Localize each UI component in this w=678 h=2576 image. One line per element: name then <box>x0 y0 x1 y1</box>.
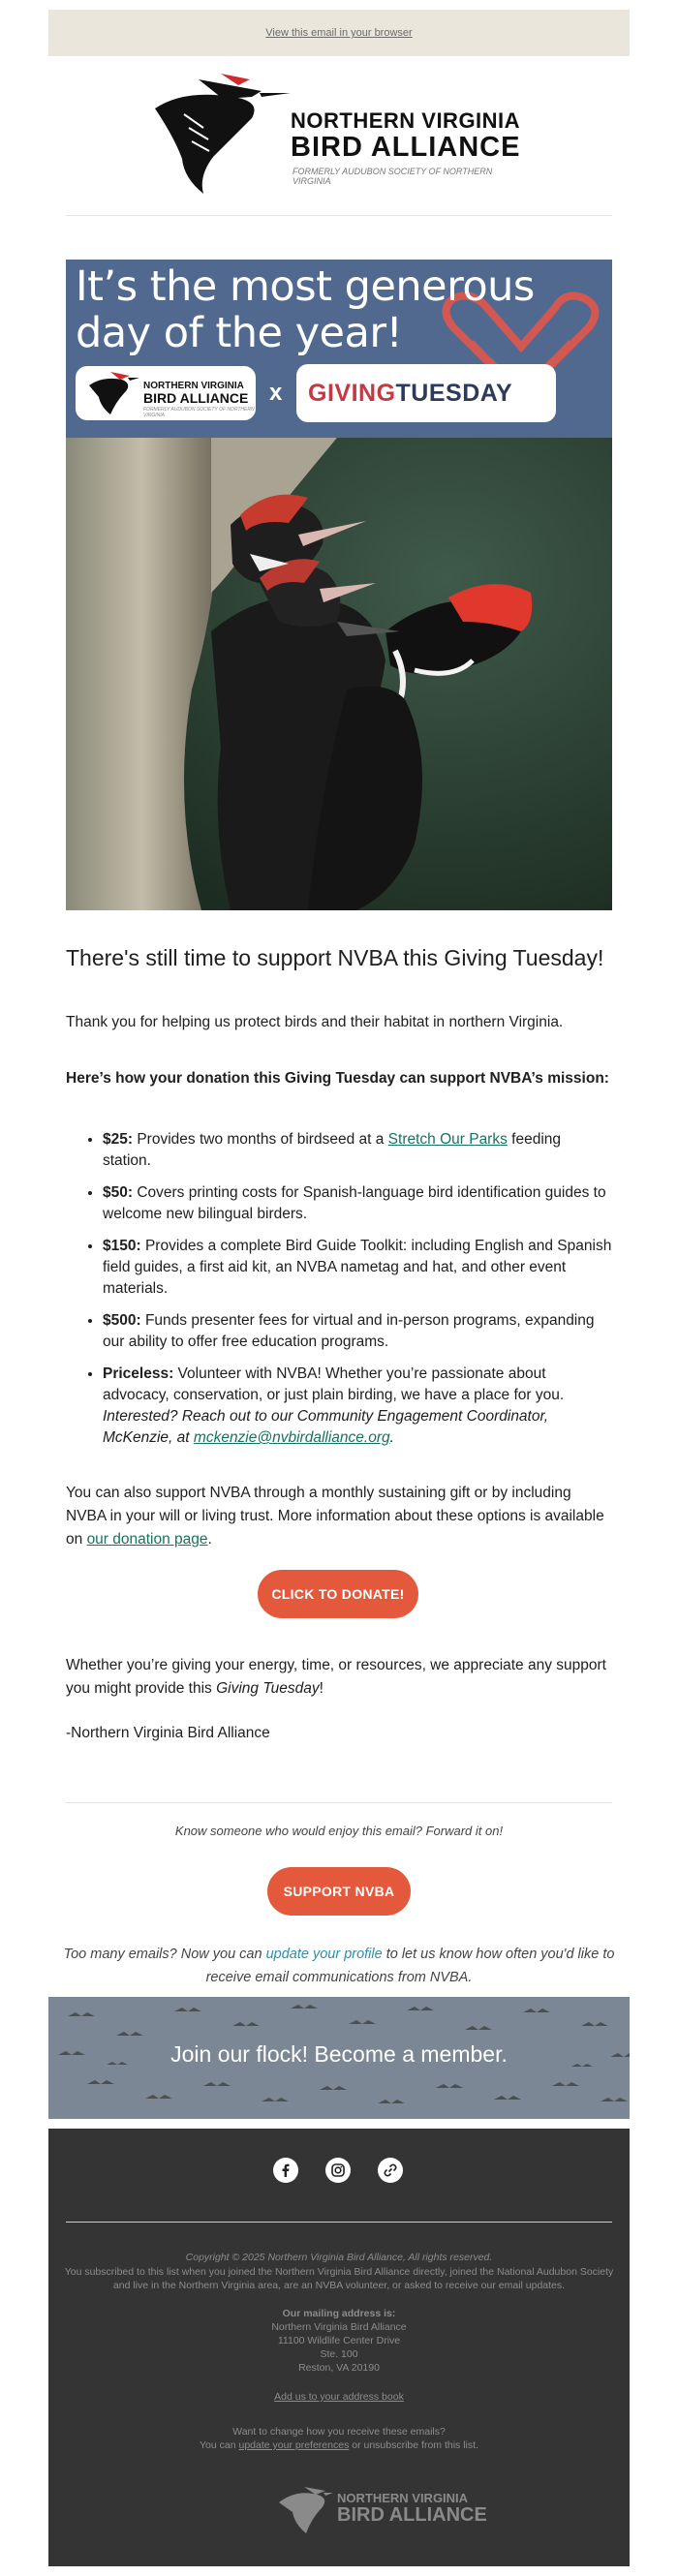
stretch-our-parks-link[interactable]: Stretch Our Parks <box>387 1131 508 1148</box>
woodpecker-photo <box>66 438 612 910</box>
divider <box>66 1802 612 1803</box>
other-ways-end: . <box>207 1531 212 1548</box>
donation-page-link[interactable]: our donation page <box>86 1531 208 1548</box>
footer-logo-line2: BIRD ALLIANCE <box>337 2504 487 2526</box>
divider <box>66 215 612 216</box>
gt-part2: TUESDAY <box>395 380 513 407</box>
preferences-copy: Too many emails? Now you can <box>63 1947 266 1962</box>
list-item <box>103 1129 612 1172</box>
facebook-glyph-icon <box>280 2163 292 2177</box>
amount-25: $25: <box>103 1131 134 1148</box>
amount-150: $150: <box>103 1238 141 1254</box>
preferences-copy-end: to let us know how often you'd like to receive email communications from NVBA. <box>205 1947 615 1985</box>
donation-list <box>66 1129 612 1449</box>
footer-divider <box>66 2222 612 2223</box>
main-heading-block <box>66 945 612 971</box>
other-ways-block <box>66 1482 612 1551</box>
subscribed-reason: You subscribed to this list when you joined the Northern Virginia Bird Alliance directly, joined the National Audubon Society and live in the Northern Virginia area, are an NVBA volunteer, or asked to receive our email updates. <box>64 2266 614 2291</box>
logo-line2: BIRD ALLIANCE <box>291 132 521 163</box>
change-question: Want to change how you receive these emails? <box>232 2426 446 2438</box>
support-nvba-button[interactable]: SUPPORT NVBA <box>267 1867 411 1916</box>
pill-logo-line2: BIRD ALLIANCE <box>143 390 249 406</box>
address-line: Northern Virginia Bird Alliance <box>271 2321 407 2333</box>
address-line: 11100 Wildlife Center Drive <box>277 2335 401 2346</box>
amount-500: $500: <box>103 1312 141 1329</box>
join-banner-text: Join our flock! Become a member. <box>170 2041 508 2067</box>
list-item <box>103 1182 612 1225</box>
preheader-bar <box>48 10 630 56</box>
hero-x: x <box>269 380 283 406</box>
view-in-browser-link[interactable]: View this email in your browser <box>265 27 413 39</box>
update-preferences-link[interactable]: update your preferences <box>238 2439 350 2451</box>
copyright: Copyright © 2025 Northern Virginia Bird Alliance, All rights reserved. <box>185 2252 493 2263</box>
hero-title: It’s the most generous day of the year! <box>76 262 535 357</box>
list-text: Provides two months of birdseed at a <box>133 1131 388 1148</box>
footer-logo-line1: NORTHERN VIRGINIA <box>337 2491 469 2505</box>
update-profile-link[interactable]: update your profile <box>265 1947 383 1962</box>
address-line: Reston, VA 20190 <box>298 2362 380 2374</box>
change-copy-end: or unsubscribe from this list. <box>349 2439 478 2451</box>
footer <box>48 2129 630 2566</box>
nvba-logo[interactable] <box>145 70 533 196</box>
list-italic-end: . <box>389 1429 394 1446</box>
instagram-glyph-icon <box>331 2163 345 2177</box>
closing-block <box>66 1654 612 1701</box>
hero-banner[interactable] <box>66 260 612 910</box>
link-glyph-icon <box>384 2163 397 2177</box>
signoff-block <box>66 1722 612 1745</box>
pill-logo-tagline: FORMERLY AUDUBON SOCIETY OF NORTHERN VIRGINIA <box>143 407 255 418</box>
logo-tagline: FORMERLY AUDUBON SOCIETY OF NORTHERN VIRGINIA <box>293 167 493 186</box>
nvba-pill-logo <box>76 366 256 420</box>
list-text: Covers printing costs for Spanish-language bird identification guides to welcome new bilingual birders. <box>103 1184 606 1222</box>
intro-block <box>66 1011 612 1034</box>
gt-part1: GIVING <box>308 380 396 407</box>
donate-button[interactable]: CLICK TO DONATE! <box>258 1570 418 1618</box>
intro-text: Thank you for helping us protect birds and their habitat in northern Virginia. <box>66 1014 564 1030</box>
other-ways-copy: You can also support NVBA through a monthly sustaining gift or by including NVBA in your will or living trust. More information about these options is available on <box>66 1485 604 1548</box>
giving-tuesday-logo <box>296 364 556 422</box>
list-text: Provides a complete Bird Guide Toolkit: including English and Spanish field guides, a first aid kit, an NVBA nametag and hat, and other event materials. <box>103 1238 612 1297</box>
join-banner[interactable] <box>48 1997 630 2119</box>
footer-woodpecker-logo-icon <box>275 2481 333 2535</box>
list-text: Volunteer with NVBA! Whether you’re passionate about advocacy, conservation, or just plain birding, we have a place for you. <box>103 1365 565 1403</box>
list-italic: Interested? Reach out to our Community Engagement Coordinator, McKenzie, at <box>103 1408 549 1446</box>
list-item <box>103 1364 612 1449</box>
signoff: -Northern Virginia Bird Alliance <box>66 1725 270 1741</box>
change-text <box>58 2438 620 2452</box>
closing-italic: Giving Tuesday <box>216 1680 320 1697</box>
add-address-book-link[interactable]: Add us to your address book <box>274 2391 404 2403</box>
hero-header <box>66 260 612 438</box>
amount-50: $50: <box>103 1184 134 1201</box>
instagram-icon[interactable] <box>325 2158 351 2183</box>
closing-end: ! <box>319 1680 324 1697</box>
forward-text: Know someone who would enjoy this email? Forward it on! <box>174 1824 504 1838</box>
preferences-text <box>58 1943 620 1989</box>
woodpecker-logo-icon <box>81 366 139 420</box>
mission-heading-block <box>66 1067 612 1090</box>
change-copy: You can <box>200 2439 239 2451</box>
list-item <box>103 1236 612 1300</box>
list-item <box>103 1310 612 1353</box>
facebook-icon[interactable] <box>273 2158 298 2183</box>
mailing-label: Our mailing address is: <box>282 2308 396 2319</box>
email-link[interactable]: mckenzie@nvbirdalliance.org <box>193 1429 390 1446</box>
other-ways-text <box>66 1482 612 1551</box>
list-text: feeding station. <box>103 1131 562 1169</box>
closing-text <box>66 1654 612 1701</box>
link-icon[interactable] <box>378 2158 403 2183</box>
closing-copy: Whether you’re giving your energy, time, or resources, we appreciate any support you might provide this <box>66 1657 606 1697</box>
address-line: Ste. 100 <box>320 2348 358 2360</box>
mission-heading: Here’s how your donation this Giving Tuesday can support NVBA’s mission: <box>66 1070 609 1087</box>
donation-list-block <box>66 1129 612 1459</box>
logo-line1: NORTHERN VIRGINIA <box>291 108 521 133</box>
address-book-block <box>58 2390 620 2404</box>
list-text: Funds presenter fees for virtual and in-person programs, expanding our ability to offer free education programs. <box>103 1312 595 1350</box>
main-heading: There's still time to support NVBA this Giving Tuesday! <box>66 945 604 970</box>
woodpecker-logo-icon <box>145 70 291 196</box>
amount-priceless: Priceless: <box>103 1365 174 1382</box>
giving-tuesday-wordmark <box>308 380 512 408</box>
pill-logo-line1: NORTHERN VIRGINIA <box>143 381 244 391</box>
